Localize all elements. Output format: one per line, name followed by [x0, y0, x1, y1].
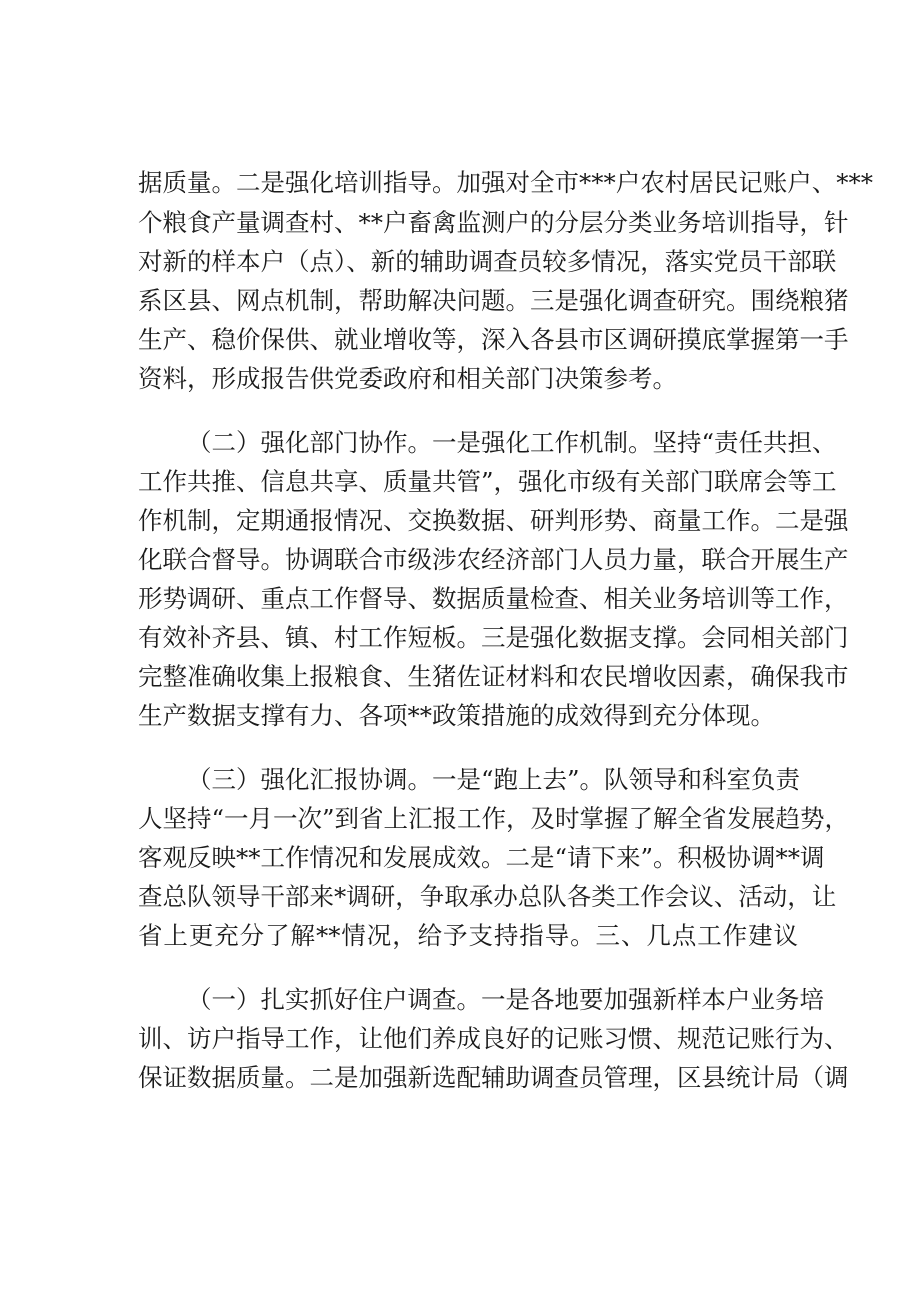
text-line: 系区县、网点机制，帮助解决问题。三是强化调查研究。围绕粮猪	[138, 286, 849, 315]
text-line: 查总队领导干部来*调研，争取承办总队各类工作会议、活动，让	[138, 882, 837, 911]
text-line: 对新的样本户（点）、新的辅助调查员较多情况，落实党员干部联	[138, 247, 837, 276]
text-line: 生产数据支撑有力、各项**政策措施的成效得到充分体现。	[138, 701, 775, 730]
text-line: 工作共推、信息共享、质量共管”，强化市级有关部门联席会等工	[138, 467, 837, 496]
text-line: 保证数据质量。二是加强新选配辅助调查员管理，区县统计局（调	[138, 1063, 849, 1092]
text-line: 资料，形成报告供党委政府和相关部门决策参考。	[138, 364, 677, 393]
text-line: 训、访户指导工作，让他们养成良好的记账习惯、规范记账行为、	[138, 1024, 849, 1053]
text-line: 生产、稳价保供、就业增收等，深入各县市区调研摸底掌握第一手	[138, 325, 849, 354]
text-line: 客观反映**工作情况和发展成效。二是“请下来”。积极协调**调	[138, 843, 825, 872]
text-line: 化联合督导。协调联合市级涉农经济部门人员力量，联合开展生产	[138, 545, 849, 574]
text-line: 作机制，定期通报情况、交换数据、研判形势、商量工作。二是强	[138, 506, 849, 535]
text-line: 有效补齐县、镇、村工作短板。三是强化数据支撑。会同相关部门	[138, 623, 849, 652]
text-line: （二）强化部门协作。一是强化工作机制。坚持“责任共担、	[187, 428, 837, 457]
text-line: 据质量。二是强化培训指导。加强对全市***户农村居民记账户、***	[138, 168, 873, 197]
text-line: 完整准确收集上报粮食、生猪佐证材料和农民增收因素，确保我市	[138, 662, 849, 691]
text-line: （一）扎实抓好住户调查。一是各地要加强新样本户业务培	[187, 985, 824, 1014]
text-line: （三）强化汇报协调。一是“跑上去”。队领导和科室负责	[187, 765, 801, 794]
text-line: 省上更充分了解**情况，给予支持指导。三、几点工作建议	[138, 921, 798, 950]
text-line: 个粮食产量调查村、**户畜禽监测户的分层分类业务培训指导，针	[138, 208, 849, 237]
text-line: 形势调研、重点工作督导、数据质量检查、相关业务培训等工作，	[138, 584, 849, 613]
text-line: 人坚持“一月一次”到省上汇报工作，及时掌握了解全省发展趋势，	[138, 804, 850, 833]
